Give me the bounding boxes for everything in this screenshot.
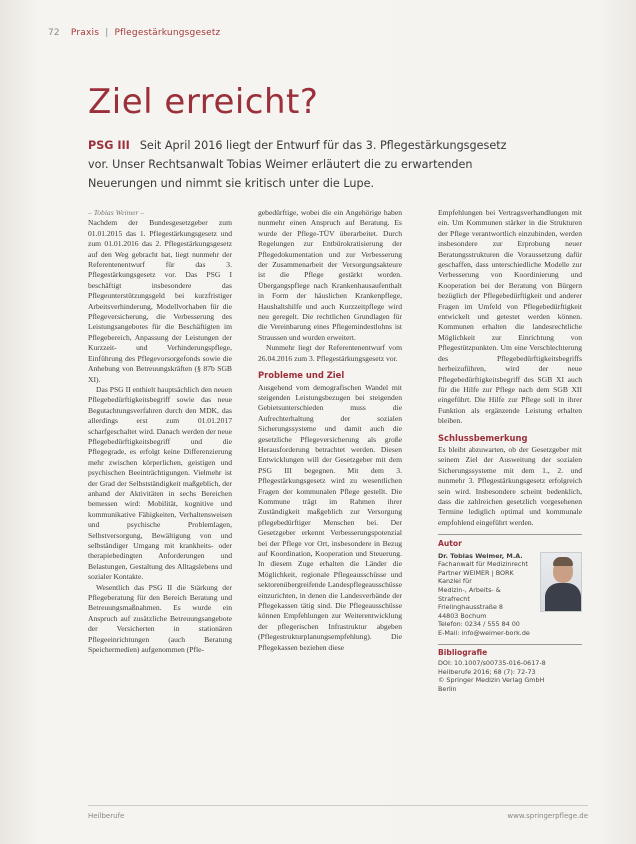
author-photo bbox=[540, 552, 582, 612]
biblio-line: Heilberufe 2016; 68 (7): 72-73 bbox=[438, 667, 536, 676]
bibliography-label: Bibliografie bbox=[438, 647, 488, 657]
section-heading: Probleme und Ziel bbox=[258, 370, 345, 381]
biblio-line: © Springer Medizin Verlag GmbH bbox=[438, 676, 545, 685]
byline: – Tobias Weimer – bbox=[88, 208, 145, 217]
paragraph: Empfehlungen bei Vertragsverhandlungen mit ein. Um Kommunen stärker in die Strukturen der Pflege verantwortlich einzubinden, werden insbesondere zur Erprobung neuer Beratungsstrukturen die Voraussetzung dafür geschaffen, dass unterschiedliche Modelle zur Verbesserung von Koordinierung und Kooperation bei der Beratung von Bürgern bezüglich der Pflegebedürftigkeit und anderer Fragen im Umfeld von Pflegebedürftigkeit entwickelt und getestet werden können. Kommunen erhalten die landesrechtliche Möglichkeit zur Einrichtung von Pflegestützpunkten. Um eine Verschlechterung des Pflegebedürftigkeitsbegriffs herbeizuführen, wird der neue Pflegebedürftigkeitsbegriff des SGB XI auch für die Hilfe zur Pflege nach dem SGB XII eingeführt. Die Hilfe zur Pflege soll in ihrer Funktion als ergänzende Leistung erhalten bleiben. bbox=[438, 208, 582, 426]
header-separator: | bbox=[105, 28, 109, 38]
column-3 bbox=[438, 208, 582, 694]
article-title: Ziel erreicht? bbox=[88, 82, 319, 122]
biblio-line: Berlin bbox=[438, 684, 457, 693]
author-line: Frielinghausstraße 8 bbox=[438, 603, 503, 612]
paragraph: Wesentlich das PSG II die Stärkung der Pflegeberatung für den Bereich Beratung und Betreuungsmaßnahmen. Es wurde ein Anspruch auf zusätzliche Betreuungsangebote der Versicherten in stationären Pflegeeinrichtungen (auch Beratung Speichermedien) aufgenommen (Pfle- bbox=[88, 582, 232, 655]
running-header bbox=[48, 28, 220, 38]
topic-label: Pflegestärkungsgesetz bbox=[114, 28, 221, 38]
article-lead bbox=[88, 136, 528, 193]
page-number: 72 bbox=[48, 28, 60, 38]
author-line: E-Mail: info@weimer-bork.de bbox=[438, 628, 530, 637]
footer-website: www.springerpflege.de bbox=[507, 812, 588, 820]
lead-tag: PSG III bbox=[88, 139, 130, 152]
footer-rule bbox=[88, 805, 588, 806]
paragraph: Nachdem der Bundesgesetzgeber zum 01.01.2015 das 1. Pflegestärkungsgesetz und zum 01.01.2016 das 2. Pflegestärkungsgesetz auf den Weg gebracht hat, liegt nunmehr der Referentenentwurf für das 3. Pflegestärkungsgesetz vor. Das PSG I beschäftigt insbesondere das Pflegeunterstützungsgeld bei kurzfristiger Arbeitsverhinderung, Modellvorhaben für die Pflegeversicherung, die Verbesserung des Leistungsangebotes für die Beschäftigten im Pflegebereich, Anpassung der Leistungen der Kurzzeit- und Verhinderungspflege, Einführung des Pflegevorsorgefonds sowie die Anhebung von Betreuungskräften (§ 87b SGB XI). bbox=[88, 218, 232, 384]
section-heading: Schlussbemerkung bbox=[438, 432, 528, 443]
author-line: 44803 Bochum bbox=[438, 611, 487, 620]
paragraph: Ausgehend vom demografischen Wandel mit steigenden Leistungsbezugen bei steigenden Gebietsunterschieden muss die Aufrechterhaltung der sozialen Sicherungssysteme und damit auch die gesetzliche Pflegeversicherung als große Herausforderung betrachtet werden. Diesen Entwicklungen will der Gesetzgeber mit dem PSG III begegnen. Mit dem 3. Pflegestärkungsgesetz wird zu wesentlichen Fragen der kommunalen Pflege gestellt. Die Kommune trägt im Rahmen ihrer Zuständigkeit maßgeblich zur Versorgung pflegebedürftiger Menschen bei. Der Gesetzgeber erkennt Verbesserungspotenzial bei der Pflege vor Ort, insbesondere in Bezug auf Koordination, Kooperation und Steuerung. In diesem Zuge erhalten die Länder die Möglichkeit, regionale Pflegeausschüsse und sektorenübergreifende Landespflegeausschüsse einzurichten, in denen die Landesverbände der Pflegekassen tätig sind. Die Pflegeausschüsse können Empfehlungen zur Weiterentwicklung der pflegerischen Infrastruktur abgeben (Pflegestrukturplanungsempfehlung). Die Pflegekassen beziehen diese bbox=[258, 382, 402, 652]
author-label: Autor bbox=[438, 539, 462, 549]
author-line: Fachanwalt für Medizinrecht bbox=[438, 560, 528, 569]
paragraph: Das PSG II enthielt hauptsächlich den neuen Pflegebedürftigkeitsbegriff sowie das neue Begutachtungsverfahren durch den MDK, das allerdings erst zum 01.01.2017 scharfgeschaltet wird. Danach werden der neue Pflegebedürftigkeitsbegriff und die Pflegegrade, es erfolgt keine Differenzierung mehr zwischen körperlichen, geistigen und psychischen Beeinträchtigungen. Vielmehr ist der Grad der Selbstständigkeit maßgeblich, der anhand der Aktivitäten in sechs Bereichen bemessen wird: Mobilität, kognitive und kommunikative Fähigkeiten, Verhaltensweisen und psychische Problemlagen, Selbstversorgung, Bewältigung von und selbständiger Umgang mit krankheits- oder therapiebedingten Anforderungen und Belastungen, Gestaltung des Alltagslebens und sozialer Kontakte. bbox=[88, 384, 232, 582]
paragraph: Es bleibt abzuwarten, ob der Gesetzgeber mit seinem Ziel der Ausweitung der sozialen Sicherungssysteme mit dem 1., 2. und nunmehr 3. Pflegestärkungsgesetz erfolgreich sein wird. Insbesondere scheint bedenklich, dass die zahlreichen gesetzlich vorgesehenen Termine lediglich optimal und kommunale empfohlend eingeführt werden. bbox=[438, 444, 582, 527]
author-line: Partner WEIMER | BORK Kanzlei für bbox=[438, 568, 514, 586]
column-2 bbox=[258, 208, 402, 653]
author-box bbox=[438, 534, 582, 637]
biblio-line: DOI: 10.1007/s00735-016-0617-8 bbox=[438, 659, 546, 668]
column-1 bbox=[88, 208, 232, 655]
author-name: Dr. Tobias Weimer, M.A. bbox=[438, 551, 523, 560]
paragraph: Nunmehr liegt der Referentenentwurf vom 26.04.2016 zum 3. Pflegestärkungsgesetz vor. bbox=[258, 343, 402, 363]
bibliography-box bbox=[438, 644, 582, 694]
author-line: Telefon: 0234 / 555 84 00 bbox=[438, 620, 520, 629]
author-line: Medizin-, Arbeits- & Strafrecht bbox=[438, 585, 501, 603]
section-label: Praxis bbox=[70, 28, 100, 38]
paragraph: gebedürftige, wobei die ein Angehörige haben nunmehr einen Anspruch auf Beratung. Es wurde der Pflege-TÜV überarbeitet. Durch Regelungen zur Entbürokratisierung der Pflegedokumentation und zur Verbesserung der Zusammenarbeit der Versorgungsakteure ist die Pflege gestärkt worden. Übergangspflege nach Krankenhausaufenthalt in Form der häuslichen Krankenpflege, Haushaltshilfe und auch Kurzzeitpflege wird neu geregelt. Die rechtlichen Grundlagen für die Vereinbarung eines Pflegemindestlohns ist Straussen und wurden erweitert. bbox=[258, 208, 402, 342]
footer-journal: Heilberufe bbox=[88, 812, 125, 820]
author-details bbox=[438, 552, 534, 638]
lead-text: Seit April 2016 liegt der Entwurf für das 3. Pflegestärkungsgesetz vor. Unser Rechtsanwalt Tobias Weimer erläutert die zu erwartenden Neuerungen und nimmt sie kritisch unter die Lupe. bbox=[88, 139, 507, 190]
